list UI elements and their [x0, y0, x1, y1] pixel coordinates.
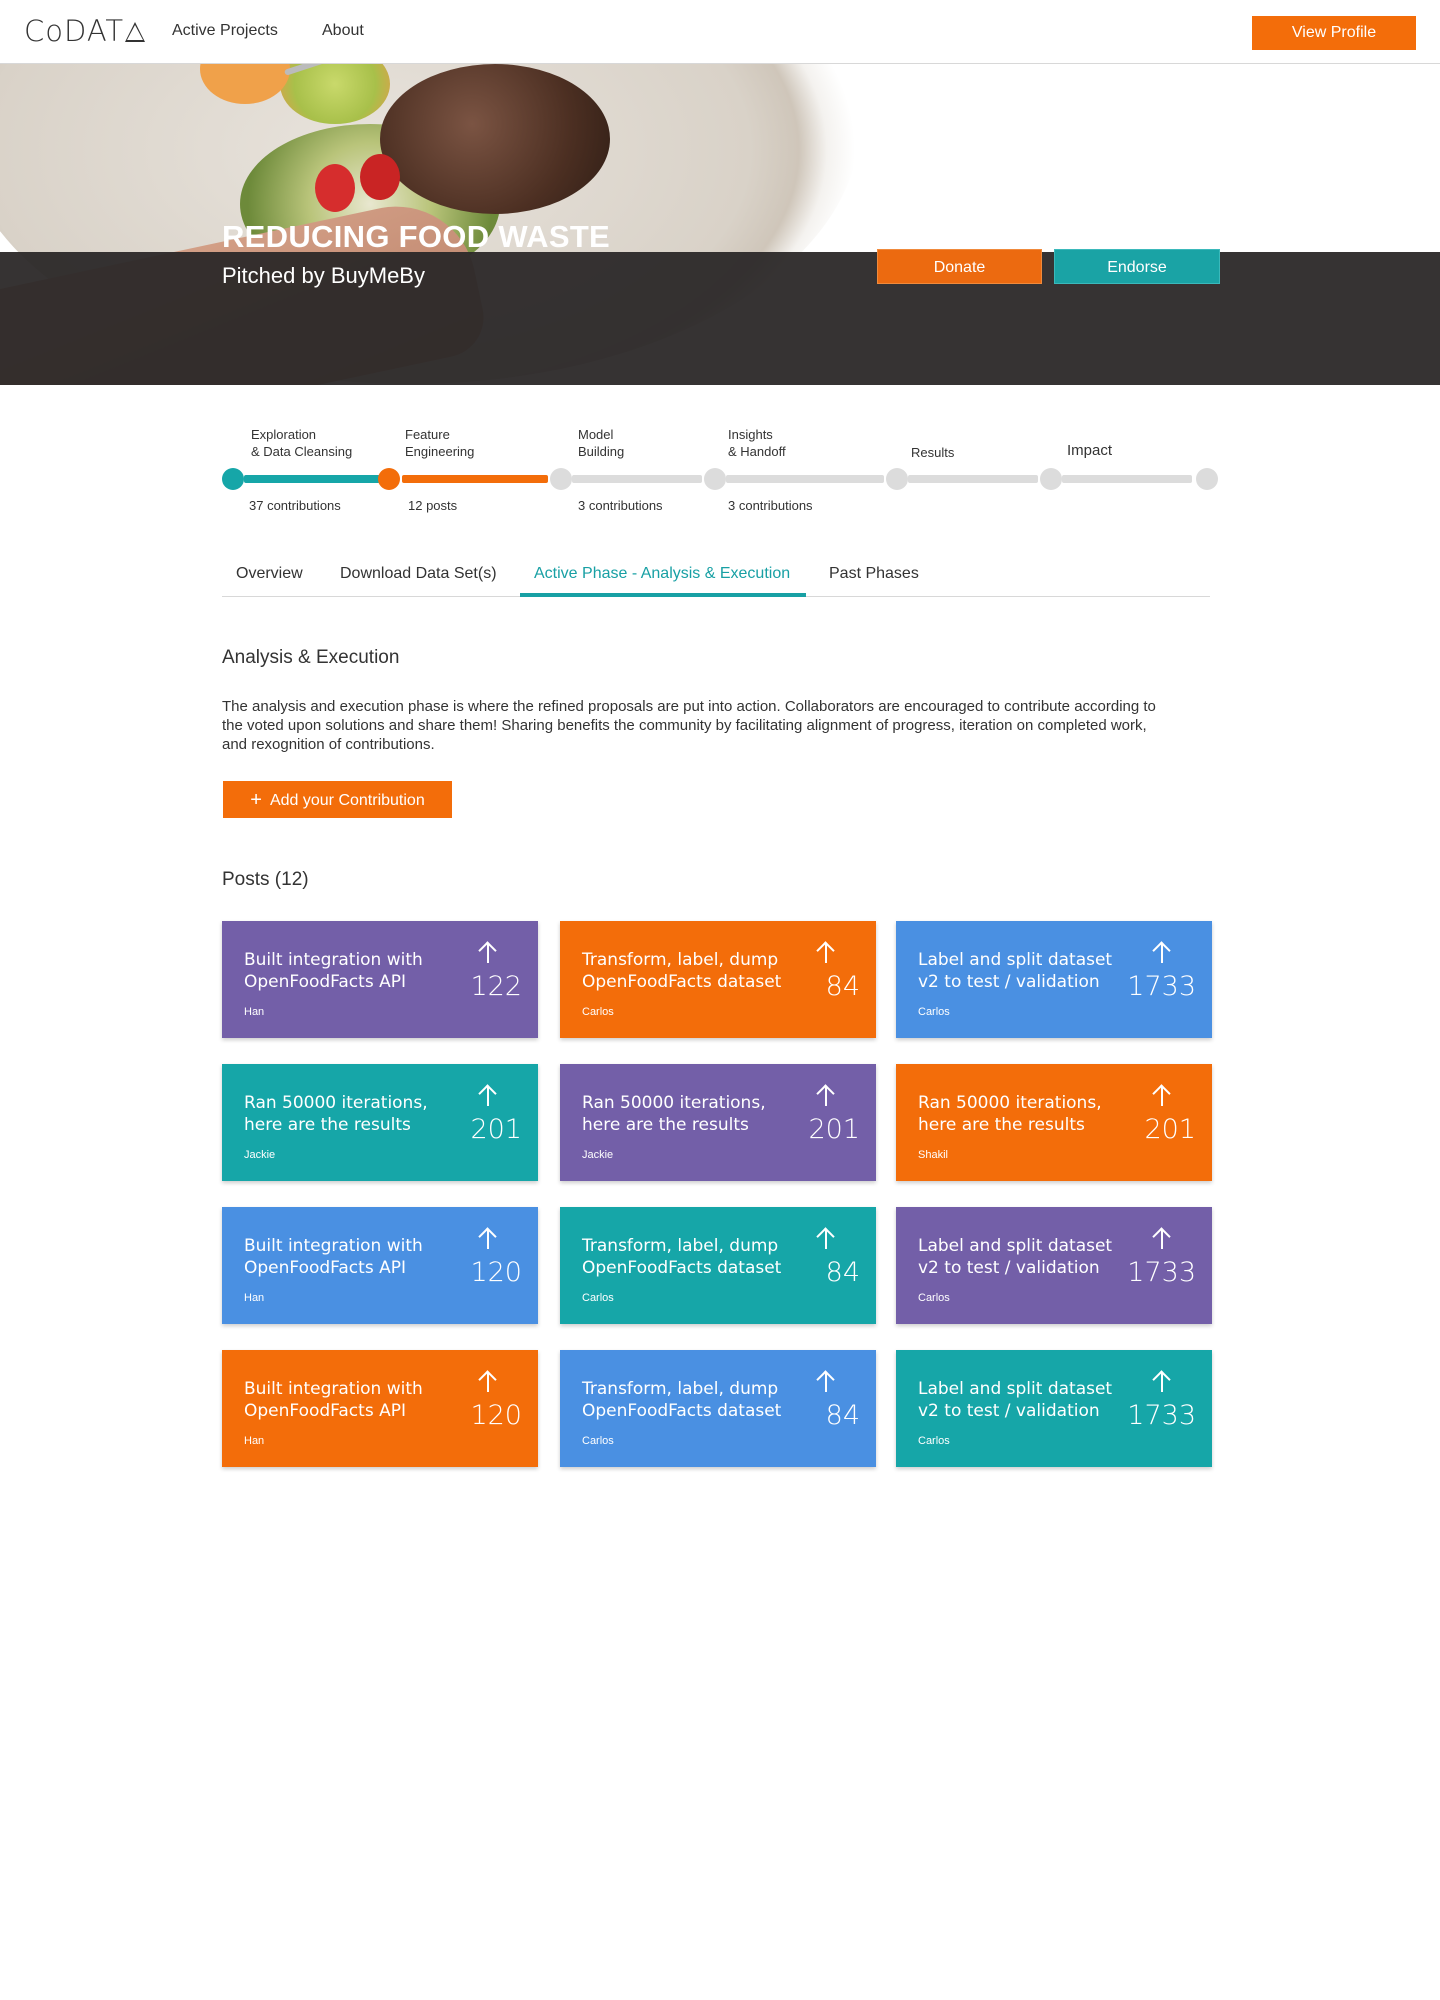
post-upvote-count: 201: [470, 1114, 522, 1145]
tab-active-phase[interactable]: Active Phase - Analysis & Execution: [534, 565, 791, 582]
phase-label-feature-engineering: Feature Engineering: [405, 427, 475, 459]
upvote-arrow-icon[interactable]: [816, 941, 836, 965]
post-card[interactable]: [560, 1207, 876, 1324]
post-upvote-count: 1733: [1127, 1257, 1196, 1288]
upvote-arrow-icon[interactable]: [478, 941, 498, 965]
phase-dot-insights[interactable]: [704, 468, 726, 490]
tab-overview[interactable]: Overview: [236, 565, 303, 582]
phase-count-model-building: 3 contributions: [578, 498, 663, 513]
upvote-arrow-icon[interactable]: [1152, 1370, 1172, 1394]
post-upvote-count: 1733: [1127, 971, 1196, 1002]
post-title: Label and split dataset v2 to test / validation: [918, 1236, 1113, 1278]
upvote-arrow-icon[interactable]: [816, 1227, 836, 1251]
nav-link-active-projects[interactable]: Active Projects: [172, 22, 278, 39]
post-author: Jackie: [582, 1149, 614, 1161]
add-contribution-label: Add your Contribution: [269, 792, 425, 809]
post-upvote-count: 122: [470, 971, 522, 1002]
phase-label-exploration: Exploration & Data Cleansing: [251, 427, 353, 459]
post-upvote-count: 84: [825, 971, 860, 1002]
phase-label-insights: Insights & Handoff: [728, 427, 786, 459]
post-upvote-count: 84: [825, 1257, 860, 1288]
post-author: Carlos: [582, 1006, 614, 1018]
post-card[interactable]: [896, 921, 1212, 1038]
tokens-endorsed: 10208 tokens endorsed: [1021, 216, 1220, 237]
post-upvote-count: 1733: [1127, 1400, 1196, 1431]
upvote-arrow-icon[interactable]: [1152, 941, 1172, 965]
section-title: Analysis & Execution: [222, 647, 400, 668]
post-title: Transform, label, dump OpenFoodFacts dataset: [582, 1379, 782, 1421]
add-contribution-button[interactable]: [223, 781, 452, 818]
phase-dot-results[interactable]: [886, 468, 908, 490]
project-tabs: [222, 557, 1210, 597]
post-title: Built integration with OpenFoodFacts API: [244, 1236, 423, 1278]
post-card[interactable]: [896, 1350, 1212, 1467]
post-author: Carlos: [918, 1435, 950, 1447]
phase-dot-impact-end[interactable]: [1196, 468, 1218, 490]
endorse-button[interactable]: Endorse: [1054, 249, 1220, 284]
post-upvote-count: 120: [470, 1257, 522, 1288]
phase-count-feature-engineering: 12 posts: [408, 498, 458, 513]
post-author: Han: [244, 1006, 265, 1018]
codata-logo[interactable]: CoDAT: [24, 14, 145, 48]
post-author: Han: [244, 1435, 265, 1447]
phase-stepper: [222, 420, 1220, 520]
phase-count-exploration: 37 contributions: [249, 498, 341, 513]
post-title: Label and split dataset v2 to test / validation: [918, 1379, 1113, 1421]
post-card[interactable]: [222, 1207, 538, 1324]
post-title: Ran 50000 iterations, here are the results: [918, 1093, 1102, 1135]
tab-download-data-sets[interactable]: Download Data Set(s): [340, 565, 497, 582]
upvote-arrow-icon[interactable]: [1152, 1084, 1172, 1108]
phase-label-results: Results: [911, 445, 955, 460]
post-upvote-count: 120: [470, 1400, 522, 1431]
phase-dot-exploration[interactable]: [222, 468, 244, 490]
upvote-arrow-icon[interactable]: [816, 1370, 836, 1394]
phase-track-2: [402, 475, 548, 483]
post-author: Carlos: [582, 1292, 614, 1304]
post-title: Ran 50000 iterations, here are the results: [244, 1093, 428, 1135]
post-card[interactable]: [560, 921, 876, 1038]
phase-track-3: [572, 475, 702, 483]
post-author: Jackie: [244, 1149, 276, 1161]
nav-link-about[interactable]: About: [322, 22, 364, 39]
post-title: Label and split dataset v2 to test / validation: [918, 950, 1113, 992]
section-description: The analysis and execution phase is where the refined proposals are put into action. Collaborators are encouraged to contribute according to the voted upon solutions and share them! Sharing benefits the community by facilitating alignment of progress, iteration on completed work, and rexognition of contributions.: [222, 698, 1156, 753]
phase-label-model-building: Model Building: [578, 427, 625, 459]
post-title: Transform, label, dump OpenFoodFacts dataset: [582, 1236, 782, 1278]
phase-track-5: [908, 475, 1038, 483]
upvote-arrow-icon[interactable]: [1152, 1227, 1172, 1251]
post-card[interactable]: [896, 1064, 1212, 1181]
plus-icon: +: [250, 789, 262, 811]
phase-dot-model-building[interactable]: [550, 468, 572, 490]
top-nav: [0, 0, 1440, 64]
post-title: Transform, label, dump OpenFoodFacts dataset: [582, 950, 782, 992]
post-card[interactable]: [896, 1207, 1212, 1324]
post-card[interactable]: [222, 921, 538, 1038]
upvote-arrow-icon[interactable]: [478, 1370, 498, 1394]
posts-title: Posts (12): [222, 869, 309, 890]
phase-track-4: [726, 475, 884, 483]
post-author: Carlos: [582, 1435, 614, 1447]
post-title: Ran 50000 iterations, here are the results: [582, 1093, 766, 1135]
logo-triangle-icon: [125, 22, 145, 42]
donate-button[interactable]: Donate: [877, 249, 1042, 284]
post-card[interactable]: [222, 1064, 538, 1181]
post-upvote-count: 84: [825, 1400, 860, 1431]
post-author: Han: [244, 1292, 265, 1304]
phase-label-impact: Impact: [1067, 442, 1113, 459]
project-pitched-by: Pitched by BuyMeBy: [222, 263, 425, 288]
post-card[interactable]: [560, 1350, 876, 1467]
post-upvote-count: 201: [1144, 1114, 1196, 1145]
project-hero: [0, 64, 1440, 385]
phase-track-1: [244, 475, 380, 483]
active-tab-indicator: [520, 593, 806, 597]
project-title: REDUCING FOOD WASTE: [222, 219, 611, 254]
post-upvote-count: 201: [808, 1114, 860, 1145]
upvote-arrow-icon[interactable]: [816, 1084, 836, 1108]
post-card[interactable]: [560, 1064, 876, 1181]
upvote-arrow-icon[interactable]: [478, 1227, 498, 1251]
post-author: Shakil: [918, 1149, 948, 1161]
view-profile-button[interactable]: View Profile: [1252, 16, 1416, 50]
phase-track-6: [1062, 475, 1192, 483]
post-title: Built integration with OpenFoodFacts API: [244, 950, 423, 992]
post-author: Carlos: [918, 1006, 950, 1018]
post-card[interactable]: [222, 1350, 538, 1467]
tab-past-phases[interactable]: Past Phases: [829, 565, 919, 582]
post-author: Carlos: [918, 1292, 950, 1304]
phase-count-insights: 3 contributions: [728, 498, 813, 513]
phase-dot-impact-start[interactable]: [1040, 468, 1062, 490]
post-title: Built integration with OpenFoodFacts API: [244, 1379, 423, 1421]
phase-dot-feature-engineering[interactable]: [378, 468, 400, 490]
upvote-arrow-icon[interactable]: [478, 1084, 498, 1108]
hero-title-band: [0, 252, 1440, 385]
